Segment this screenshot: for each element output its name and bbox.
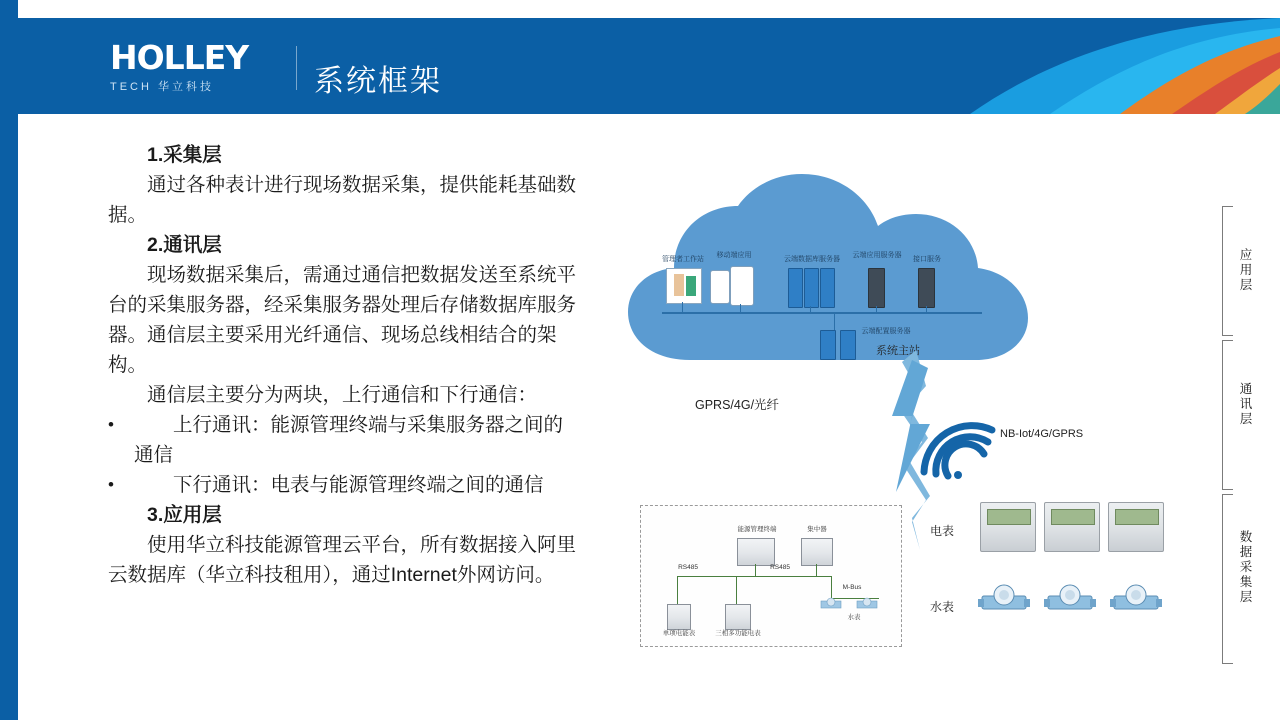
config-server-icon-2 bbox=[840, 330, 856, 360]
node-label-mobile: 移动端应用 bbox=[716, 252, 752, 259]
elec-meter-group-label: 电表 bbox=[930, 524, 955, 538]
concentrator-icon bbox=[801, 538, 833, 566]
mobile-phone-icon bbox=[710, 270, 730, 304]
uplink-label: GPRS/4G/光纤 bbox=[695, 398, 780, 412]
electric-meter-icon-3 bbox=[1108, 502, 1164, 552]
bus-line-mid-drop bbox=[736, 576, 737, 604]
bullet-item-downlink-label: 下行通讯：电表与能源管理终端之间的通信 bbox=[173, 474, 544, 496]
section-2-heading: 2.通讯层 bbox=[147, 234, 222, 256]
section-3-body: 使用华立科技能源管理云平台，所有数据接入阿里云数据库（华立科技租用），通过Internet外网访问。 bbox=[108, 534, 577, 586]
interface-service-icon bbox=[918, 268, 935, 308]
db-server-icon-3 bbox=[820, 268, 835, 308]
three-phase-meter-icon bbox=[725, 604, 751, 630]
config-server-icon-1 bbox=[820, 330, 836, 360]
electric-meter-icon-1 bbox=[980, 502, 1036, 552]
layer-braces bbox=[1216, 170, 1276, 670]
meter-buttons-icon bbox=[1115, 528, 1157, 534]
system-master-label: 系统主站 bbox=[876, 345, 920, 357]
cloud-shape bbox=[620, 160, 1040, 380]
db-connector bbox=[810, 306, 811, 314]
brace-label-application: 应用层 bbox=[1239, 248, 1253, 292]
terminal-label: 能源管理终端 bbox=[737, 526, 777, 533]
logo-wordmark: HOLLEY bbox=[110, 38, 249, 77]
bus-line-horizontal bbox=[677, 576, 831, 577]
section-2-body-2: 通信层主要分为两块，上行通信和下行通信： bbox=[147, 384, 538, 406]
bullet-item-uplink-label: 上行通讯：能源管理终端与采集服务器之间的通信 bbox=[134, 414, 564, 466]
water-meter-small-icon-1 bbox=[819, 596, 843, 612]
left-accent-bar bbox=[0, 0, 18, 720]
electric-meter-icon-2 bbox=[1044, 502, 1100, 552]
water-meter-icon-3 bbox=[1110, 582, 1162, 616]
node-label-app-server: 云端应用服务器 bbox=[852, 252, 902, 259]
db-server-icon-2 bbox=[804, 268, 819, 308]
wireless-label: NB-Iot/4G/GPRS bbox=[1000, 428, 1084, 440]
bus-line-left-drop bbox=[677, 576, 678, 604]
meter-buttons-icon bbox=[1051, 528, 1093, 534]
bullet-item-uplink bbox=[108, 410, 578, 470]
header-swoosh-decoration bbox=[720, 18, 1280, 114]
three-phase-meter-label: 三相多功能电表 bbox=[715, 630, 761, 637]
bullet-marker-icon: • bbox=[108, 475, 114, 494]
single-phase-meter-icon bbox=[667, 604, 691, 630]
text-column bbox=[108, 140, 578, 590]
workstation-person-2-icon bbox=[686, 276, 696, 296]
cloud-bus-line bbox=[662, 312, 982, 314]
bus-line-right-drop bbox=[831, 576, 832, 598]
meter-display-icon bbox=[1051, 509, 1095, 525]
water-meter-icon-2 bbox=[1044, 582, 1096, 616]
app-server-icon bbox=[868, 268, 885, 308]
header-underline bbox=[18, 114, 1280, 117]
node-label-workstation: 管理者工作站 bbox=[662, 256, 704, 263]
section-3-heading: 3.应用层 bbox=[147, 504, 222, 526]
brace-communication-layer bbox=[1222, 340, 1233, 490]
rs485-label-a: RS485 bbox=[678, 564, 698, 571]
section-1-body: 通过各种表计进行现场数据采集，提供能耗基础数据。 bbox=[108, 174, 577, 226]
brace-application-layer bbox=[1222, 206, 1233, 336]
meter-display-icon bbox=[987, 509, 1031, 525]
section-1-heading: 1.采集层 bbox=[147, 144, 222, 166]
mbus-label: M-Bus bbox=[842, 584, 862, 591]
water-meter-group-label-right: 水表 bbox=[930, 600, 955, 614]
header-divider bbox=[296, 46, 297, 90]
workstation-person-icon bbox=[674, 274, 684, 296]
single-phase-meter-label: 单项电能表 bbox=[662, 630, 696, 637]
meter-buttons-icon bbox=[987, 528, 1029, 534]
company-logo bbox=[110, 40, 290, 96]
logo-subtitle: TECH 华立科技 bbox=[110, 81, 214, 93]
system-architecture-diagram bbox=[600, 130, 1280, 690]
bullet-item-downlink bbox=[108, 470, 578, 500]
water-meter-icon-1 bbox=[978, 582, 1030, 616]
workstation-connector bbox=[682, 302, 683, 314]
energy-terminal-icon bbox=[737, 538, 775, 566]
brace-label-acquisition: 数据采集层 bbox=[1239, 530, 1253, 604]
header-banner bbox=[18, 18, 1280, 114]
mobile-phone-large-icon bbox=[730, 266, 754, 306]
water-meter-small-icon-2 bbox=[855, 596, 879, 612]
db-server-icon-1 bbox=[788, 268, 803, 308]
interface-connector bbox=[926, 306, 927, 314]
bus-line-terminal-drop bbox=[755, 564, 756, 576]
app-server-connector bbox=[876, 306, 877, 314]
page-title: 系统框架 bbox=[314, 65, 442, 98]
config-connector bbox=[834, 314, 835, 330]
node-label-db-server: 云端数据库服务器 bbox=[784, 256, 840, 263]
concentrator-label: 集中器 bbox=[807, 526, 827, 533]
workstation-icon bbox=[666, 268, 702, 304]
node-label-interface-service: 接口服务 bbox=[913, 256, 941, 263]
water-meter-group-label: 水表 bbox=[847, 614, 861, 621]
wireless-signal-icon bbox=[918, 420, 998, 480]
section-2-body-1: 现场数据采集后，需通过通信把数据发送至系统平台的采集服务器，经采集服务器处理后存储数据库服务器。通信层主要采用光纤通信、现场总线相结合的架构。 bbox=[108, 264, 577, 376]
mobile-connector bbox=[740, 304, 741, 314]
bullet-marker-icon: • bbox=[108, 415, 114, 434]
bus-line-concentrator-drop bbox=[816, 564, 817, 576]
meter-display-icon bbox=[1115, 509, 1159, 525]
rs485-label-b: RS485 bbox=[770, 564, 790, 571]
brace-label-communication: 通讯层 bbox=[1239, 382, 1253, 426]
field-device-group bbox=[640, 505, 902, 647]
brace-acquisition-layer bbox=[1222, 494, 1233, 664]
node-label-config-server: 云端配置服务器 bbox=[861, 328, 911, 335]
